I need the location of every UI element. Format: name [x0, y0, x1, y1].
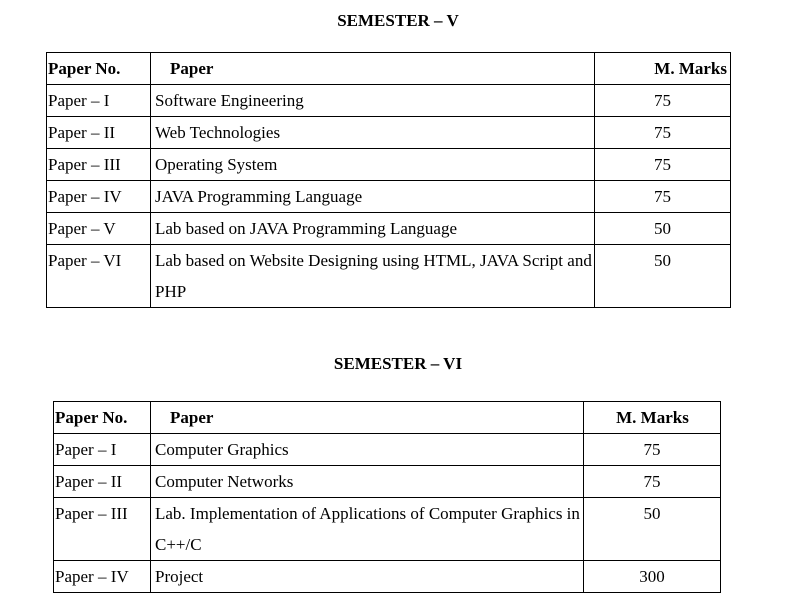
max-marks: 75 [595, 181, 731, 213]
paper-number: Paper – III [54, 498, 151, 561]
max-marks: 300 [584, 561, 721, 593]
paper-number: Paper – III [47, 149, 151, 181]
table-row [54, 434, 721, 466]
max-marks: 75 [595, 85, 731, 117]
table-row [54, 498, 721, 561]
header-paper-no: Paper No. [47, 53, 151, 85]
paper-number: Paper – I [54, 434, 151, 466]
table-row [47, 149, 731, 181]
paper-name: Software Engineering [151, 85, 595, 117]
table-row [47, 85, 731, 117]
table-row [47, 213, 731, 245]
paper-number: Paper – II [47, 117, 151, 149]
paper-number: Paper – IV [54, 561, 151, 593]
header-max-marks: M. Marks [595, 53, 731, 85]
paper-name: JAVA Programming Language [151, 181, 595, 213]
paper-number: Paper – V [47, 213, 151, 245]
table-row [54, 466, 721, 498]
header-paper: Paper [151, 402, 584, 434]
paper-name: Lab based on JAVA Programming Language [151, 213, 595, 245]
semester-vi-title: SEMESTER – VI [333, 354, 463, 373]
paper-name: Operating System [151, 149, 595, 181]
paper-number: Paper – VI [47, 245, 151, 308]
semester-v-table [46, 52, 731, 308]
header-paper-no: Paper No. [54, 402, 151, 434]
max-marks: 75 [595, 117, 731, 149]
header-paper: Paper [151, 53, 595, 85]
paper-number: Paper – IV [47, 181, 151, 213]
header-max-marks: M. Marks [584, 402, 721, 434]
table-row [47, 245, 731, 308]
semester-vi-table [53, 401, 721, 593]
paper-name: Computer Graphics [151, 434, 584, 466]
table-row [47, 181, 731, 213]
paper-name: Web Technologies [151, 117, 595, 149]
paper-name: Lab. Implementation of Applications of Computer Graphics in C++/C [151, 498, 584, 561]
table-row [54, 561, 721, 593]
semester-v-title: SEMESTER – V [337, 11, 459, 30]
paper-number: Paper – I [47, 85, 151, 117]
max-marks: 50 [595, 245, 731, 308]
table-header-row [47, 53, 731, 85]
paper-name: Computer Networks [151, 466, 584, 498]
paper-name: Project [151, 561, 584, 593]
table-row [47, 117, 731, 149]
max-marks: 75 [584, 434, 721, 466]
max-marks: 50 [584, 498, 721, 561]
paper-name: Lab based on Website Designing using HTML, JAVA Script and PHP [151, 245, 595, 308]
table-header-row [54, 402, 721, 434]
paper-number: Paper – II [54, 466, 151, 498]
max-marks: 50 [595, 213, 731, 245]
max-marks: 75 [584, 466, 721, 498]
max-marks: 75 [595, 149, 731, 181]
